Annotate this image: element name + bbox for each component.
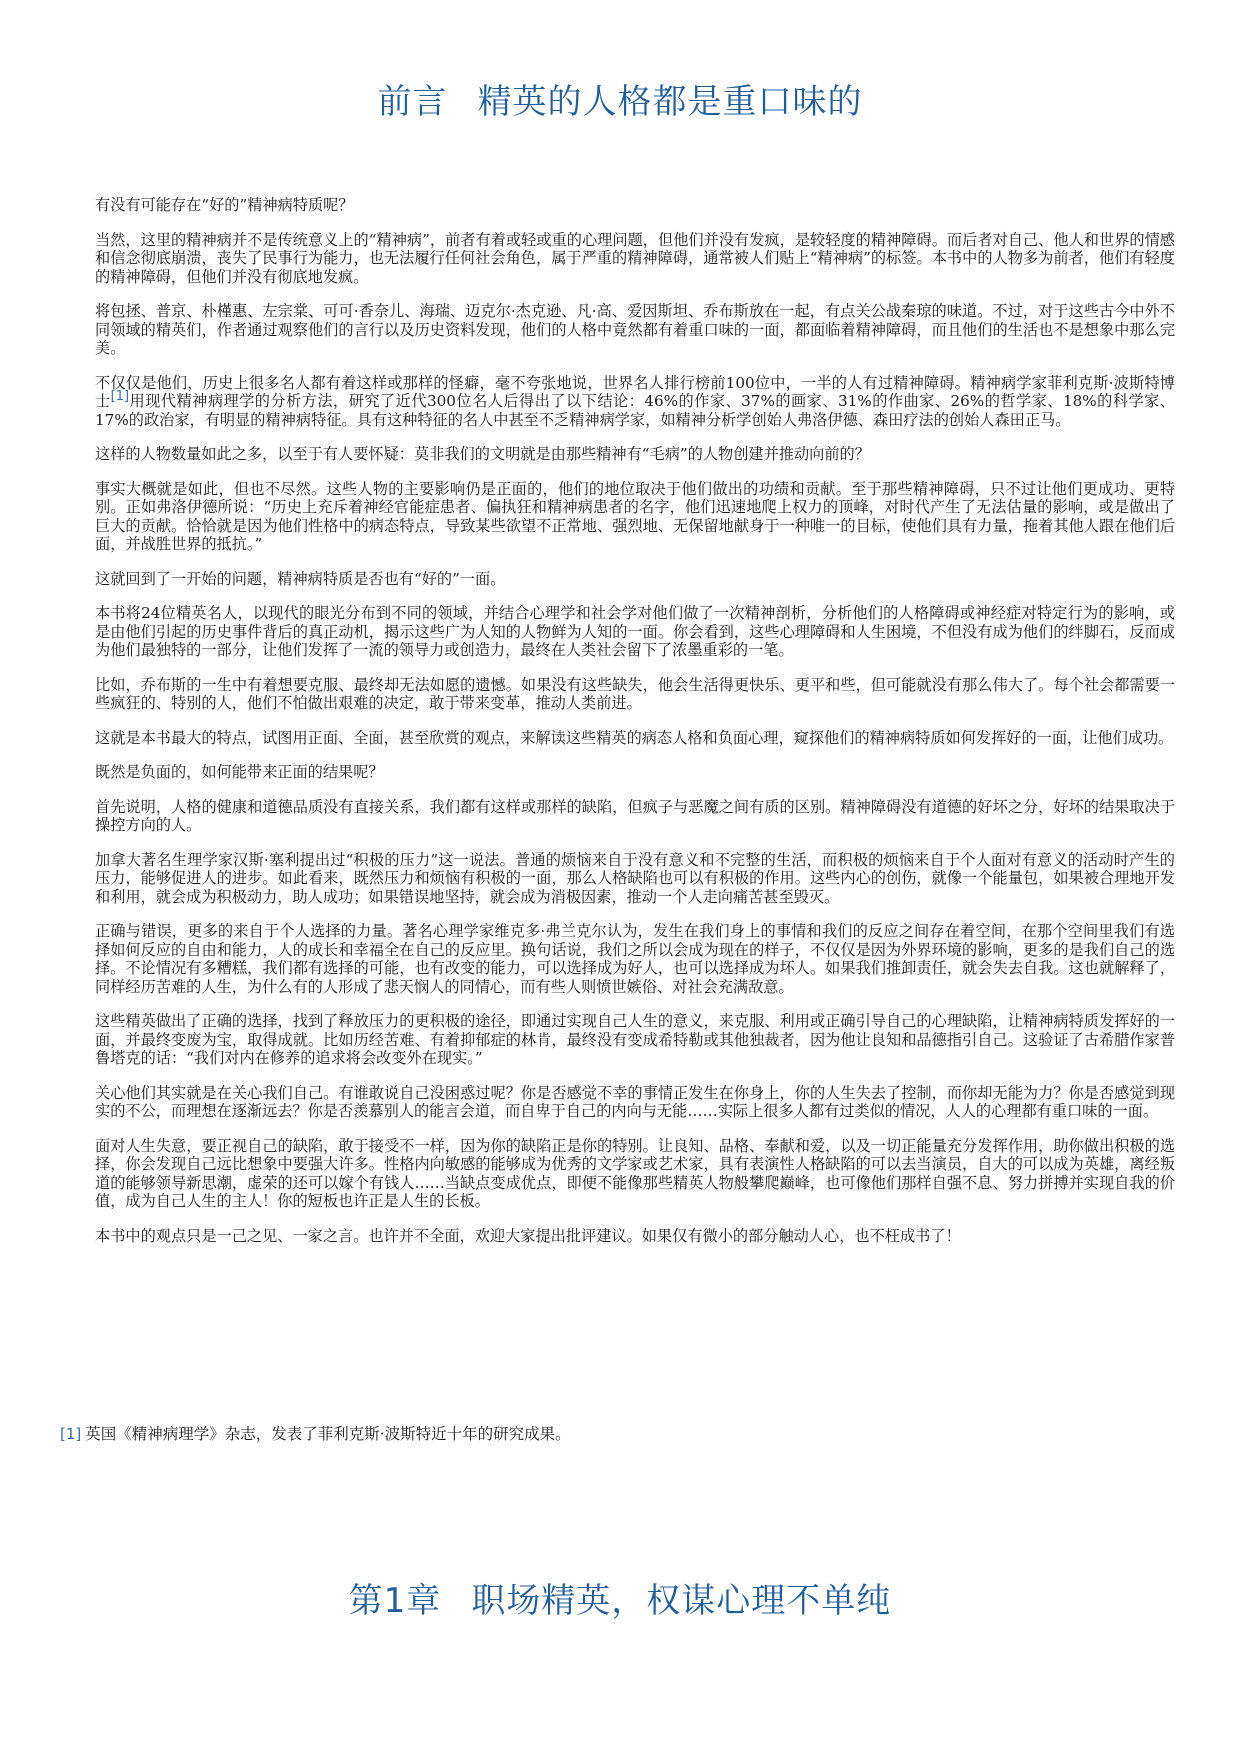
paragraph: 首先说明，人格的健康和道德品质没有直接关系，我们都有这样或那样的缺陷，但疯子与恶魔之间有质的区别。精神障碍没有道德的好坏之分，好坏的结果取决于操控方向的人。	[95, 797, 1175, 834]
paragraph: 本书中的观点只是一己之见、一家之言。也许并不全面，欢迎大家提出批评建议。如果仅有微小的部分触动人心，也不枉成书了！	[95, 1226, 961, 1245]
paragraph-text: 不仅仅是他们，历史上很多名人都有着这样或那样的怪癖，毫不夸张地说，世界名人排行榜前100位中，一半的人有过精神障碍。精神病学家菲利克斯·波斯特博士	[95, 373, 1175, 410]
paragraph: 既然是负面的，如何能带来正面的结果呢？	[95, 763, 384, 781]
paragraph-text: 用现代精神病理学的分析方法，研究了近代300位名人后得出了以下结论：46%的作家、37%的画家、31%的作曲家、26%的哲学家、18%的科学家、17%的政治家，有明显的精神病特征。具有这种特征的名人中甚至不乏精神病学家，如精神分析学创始人弗洛伊德、森田疗法的创始人森田正马。	[95, 392, 1175, 429]
chapter-title-text: 职场精英，权谋心理不单纯	[471, 1581, 892, 1621]
paragraph: 比如，乔布斯的一生中有着想要克服、最终却无法如愿的遗憾。如果没有这些缺失，他会生活得更快乐、更平和些，但可能就没有那么伟大了。每个社会都需要一些疯狂的、特别的人，他们不怕做出艰难的决定，敢于带来变革，推动人类前进。	[95, 675, 1175, 712]
footnote-ref-link[interactable]: [1]	[110, 388, 130, 404]
footnote	[60, 1424, 1180, 1444]
preface-title-label: 前言	[377, 82, 448, 122]
paragraph: 加拿大著名生理学家汉斯·塞利提出过“积极的压力”这一说法。普通的烦恼来自于没有意义和不完整的生活，而积极的烦恼来自于个人面对有意义的活动时产生的压力，能够促进人的进步。如此看来，既然压力和烦恼有积极的一面，那么人格缺陷也可以有积极的作用。这些内心的创伤，就像一个能量包，如果被合理地开发和利用，就会成为积极动力，助人成功；如果错误地坚持，就会成为消极因素，推动一个人走向痛苦甚至毁灭。	[95, 850, 1175, 906]
paragraph: 面对人生失意，要正视自己的缺陷，敢于接受不一样，因为你的缺陷正是你的特别。让良知、品格、奉献和爱，以及一切正能量充分发挥作用，助你做出积极的选择，你会发现自己远比想象中要强大许多。性格内向敏感的能够成为优秀的文学家或艺术家，具有表演性人格缺陷的可以去当演员，自大的可以成为英雄，离经叛道的能够领导新思潮，虚荣的还可以嫁个有钱人……当缺点变成优点，即便不能像那些精英人物般攀爬巅峰，也可像他们那样自强不息、努力拼搏并实现自我的价值，成为自己人生的主人！你的短板也许正是人生的长板。	[95, 1136, 1175, 1210]
paragraph: 事实大概就是如此，但也不尽然。这些人物的主要影响仍是正面的，他们的地位取决于他们做出的功绩和贡献。至于那些精神障碍，只不过让他们更成功、更特别。正如弗洛伊德所说：“历史上充斥着神经官能症患者、偏执狂和精神病患者的名字，他们迅速地爬上权力的顶峰，对时代产生了无法估量的影响，或是做出了巨大的贡献。恰恰就是因为他们性格中的病态特点，导致某些欲望不正常地、强烈地、无保留地献身于一种唯一的目标，使他们具有力量，拖着其他人跟在他们后面，并战胜世界的抵抗。”	[95, 479, 1175, 553]
paragraph: 本书将24位精英名人，以现代的眼光分布到不同的领域，并结合心理学和社会学对他们做了一次精神剖析，分析他们的人格障碍或神经症对特定行为的影响，或是由他们引起的历史事件背后的真正动机，揭示这些广为人知的人物鲜为人知的一面。你会看到，这些心理障碍和人生困境，不但没有成为他们的绊脚石，反而成为他们最独特的一部分，让他们发挥了一流的领导力或创造力，最终在人类社会留下了浓墨重彩的一笔。	[95, 604, 1175, 659]
paragraph: 这样的人物数量如此之多，以至于有人要怀疑：莫非我们的文明就是由那些精神有“毛病”的人物创建并推动向前的？	[95, 445, 870, 463]
paragraph: 这些精英做出了正确的选择，找到了释放压力的更积极的途径，即通过实现自己人生的意义，来克服、利用或正确引导自己的心理缺陷，让精神病特质发挥好的一面，并最终变废为宝，取得成就。比如历经苦难、有着抑郁症的林肯，最终没有变成希特勒或其他独裁者，因为他让良知和品德指引自己。这验证了古希腊作家普鲁塔克的话：“我们对内在修养的追求将会改变外在现实。”	[95, 1012, 1175, 1067]
paragraph: 关心他们其实就是在关心我们自己。有谁敢说自己没困惑过呢？你是否感觉不幸的事情正发生在你身上，你的人生失去了控制，而你却无能为力？你是否感觉到现实的不公，而理想在逐渐远去？你是否羡慕别人的能言会道，而自卑于自己的内向与无能……实际上很多人都有过类似的情况，人人的心理都有重口味的一面。	[95, 1083, 1175, 1120]
chapter-title-label: 第1章	[348, 1581, 442, 1621]
footnote-back-link[interactable]: [1]	[60, 1425, 82, 1443]
footnote-text: 英国《精神病理学》杂志，发表了菲利克斯·波斯特近十年的研究成果。	[85, 1425, 571, 1443]
paragraph: 这就回到了一开始的问题，精神病特质是否也有“好的”一面。	[95, 569, 506, 588]
paragraph: 将包拯、普京、朴槿惠、左宗棠、可可·香奈儿、海瑞、迈克尔·杰克逊、凡·高、爱因斯坦、乔布斯放在一起，有点关公战秦琼的味道。不过，对于这些古今中外不同领域的精英们，作者通过观察他们的言行以及历史资料发现，他们的人格中竟然都有着重口味的一面，都面临着精神障碍，而且他们的生活也不是想象中那么完美。	[95, 302, 1175, 357]
preface-title	[0, 74, 1240, 123]
paragraph	[95, 374, 1175, 430]
paragraph: 这就是本书最大的特点，试图用正面、全面，甚至欣赏的观点，来解读这些精英的病态人格和负面心理，窥探他们的精神病特质如何发挥好的一面，让他们成功。	[95, 728, 1174, 747]
chapter-title	[0, 1573, 1240, 1622]
paragraph: 当然，这里的精神病并不是传统意义上的“精神病”，前者有着或轻或重的心理问题，但他们并没有发疯，是较轻度的精神障碍。而后者对自己、他人和世界的情感和信念彻底崩溃，丧失了民事行为能力，也无法履行任何社会角色，属于严重的精神障碍，通常被人们贴上“精神病”的标签。本书中的人物多为前者，他们有轻度的精神障碍，但他们并没有彻底地发疯。	[95, 230, 1175, 286]
paragraph: 正确与错误，更多的来自于个人选择的力量。著名心理学家维克多·弗兰克尔认为，发生在我们身上的事情和我们的反应之间存在着空间，在那个空间里我们有选择如何反应的自由和能力，人的成长和幸福全在自己的反应里。换句话说，我们之所以会成为现在的样子，不仅仅是因为外界环境的影响，更多的是我们自己的选择。不论情况有多糟糕，我们都有选择的可能，也有改变的能力，可以选择成为好人，也可以选择成为坏人。如果我们推卸责任，就会失去自我。这也就解释了，同样经历苦难的人生，为什么有的人形成了悲天悯人的同情心，而有些人则愤世嫉俗、对社会充满敌意。	[95, 922, 1175, 996]
preface-title-text: 精英的人格都是重口味的	[477, 82, 863, 122]
paragraph: 有没有可能存在“好的”精神病特质呢？	[95, 196, 354, 214]
preface-body	[95, 196, 1175, 1261]
